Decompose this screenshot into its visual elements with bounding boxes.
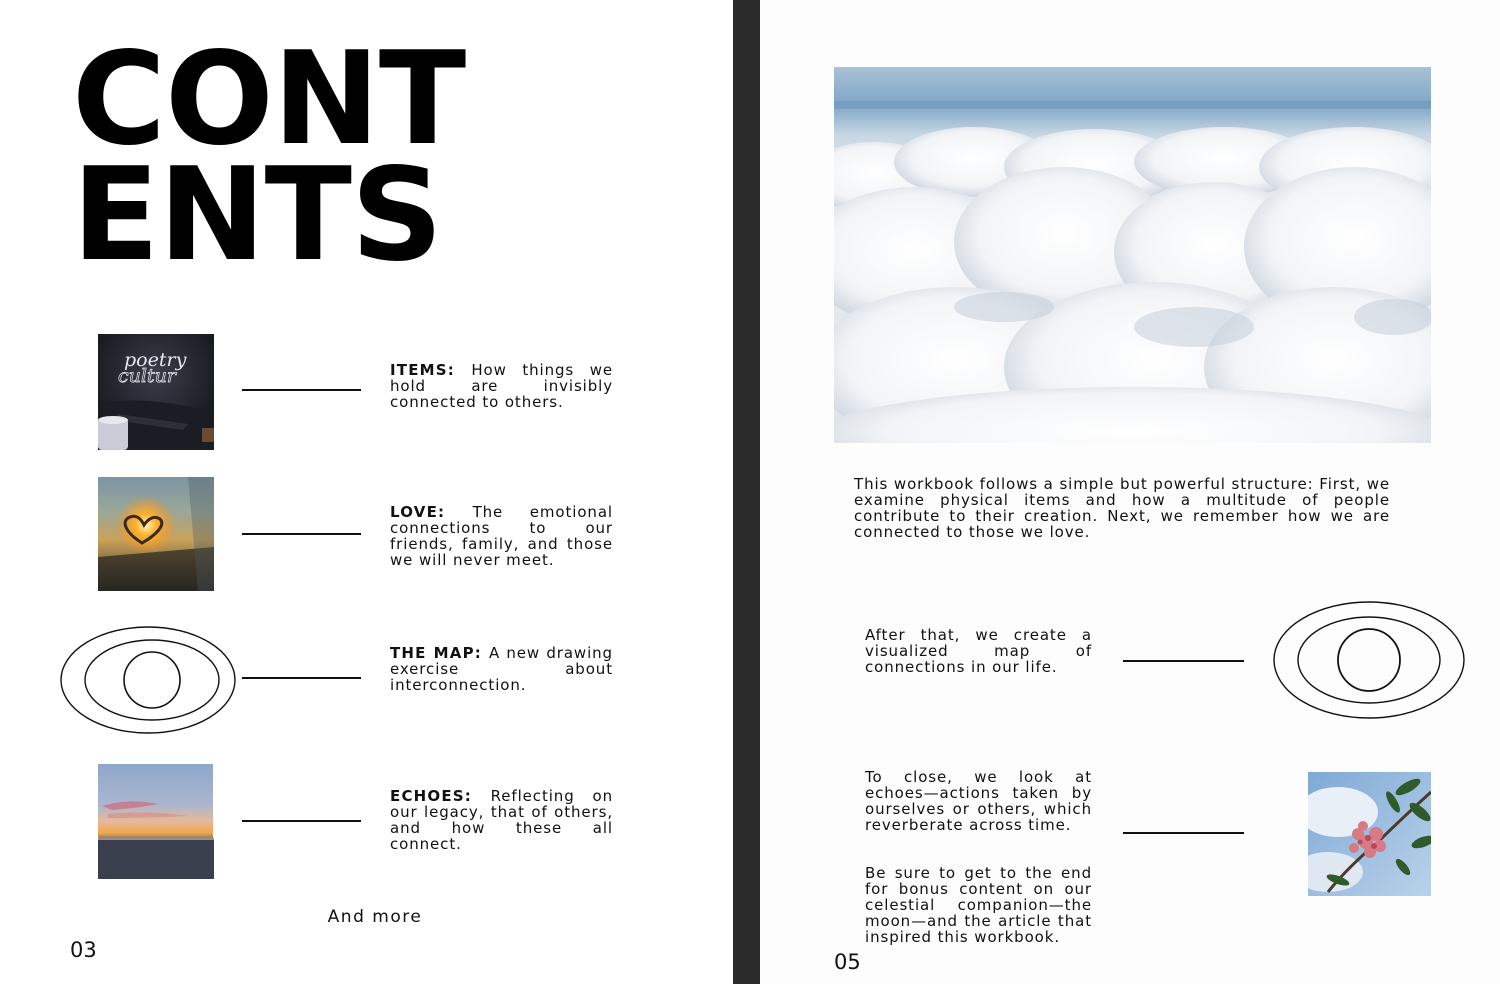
toc-desc-map: A new drawing exercise about interconnection.	[390, 644, 613, 694]
map-eye-icon-right	[1273, 601, 1467, 721]
toc-desc-love: The emotional connections to our friends, family, and those we will never meet.	[390, 503, 613, 569]
map-paragraph: After that, we create a visualized map of connections in our life.	[865, 626, 1092, 676]
toc-heading-echoes: ECHOES:	[390, 787, 491, 805]
and-more-label: And more	[327, 907, 423, 927]
map-eye-icon	[60, 626, 238, 736]
flower-photo	[1308, 772, 1431, 896]
echoes-connector-line	[242, 820, 361, 822]
toc-entry-love	[390, 504, 613, 568]
clouds-photo	[834, 67, 1431, 443]
right-page	[760, 0, 1500, 984]
thumb-text-cultur: cultur	[118, 365, 176, 387]
love-thumbnail	[98, 477, 214, 591]
title-line-1: CONT	[72, 25, 466, 174]
toc-entry-items	[390, 362, 613, 410]
page-number-right: 05	[834, 950, 861, 974]
thumb-text-poetry: poetry	[124, 349, 187, 371]
love-connector-line	[242, 533, 361, 535]
title-line-2: ENTS	[72, 141, 443, 290]
toc-desc-echoes: Reflecting on our legacy, that of others, and how these all connect.	[390, 787, 613, 853]
book-spine	[733, 0, 760, 984]
page-number-left: 03	[70, 938, 97, 962]
toc-entry-map	[390, 645, 613, 693]
map-connector-line	[242, 677, 361, 679]
map-right-connector-line	[1123, 660, 1244, 662]
intro-paragraph: This workbook follows a simple but powerful structure: First, we examine physical items and how a multitude of people contribute to their creation. Next, we remember how we are connected to those we love.	[854, 475, 1390, 541]
toc-heading-map: THE MAP:	[390, 644, 489, 662]
toc-heading-love: LOVE:	[390, 503, 473, 521]
toc-desc-items: How things we hold are invisibly connected to others.	[390, 361, 613, 411]
echoes-thumbnail	[98, 764, 214, 879]
contents-title	[72, 25, 512, 290]
echoes-right-connector-line	[1123, 832, 1244, 834]
left-page	[0, 0, 733, 984]
toc-heading-items: ITEMS:	[390, 361, 472, 379]
items-connector-line	[242, 389, 361, 391]
echoes-paragraph: To close, we look at echoes—actions taken by ourselves or others, which reverberate across time.	[865, 768, 1092, 834]
toc-entry-echoes	[390, 788, 613, 852]
bonus-paragraph: Be sure to get to the end for bonus content on our celestial companion—the moon—and the article that inspired this workbook.	[865, 864, 1092, 946]
items-thumbnail	[98, 334, 214, 450]
